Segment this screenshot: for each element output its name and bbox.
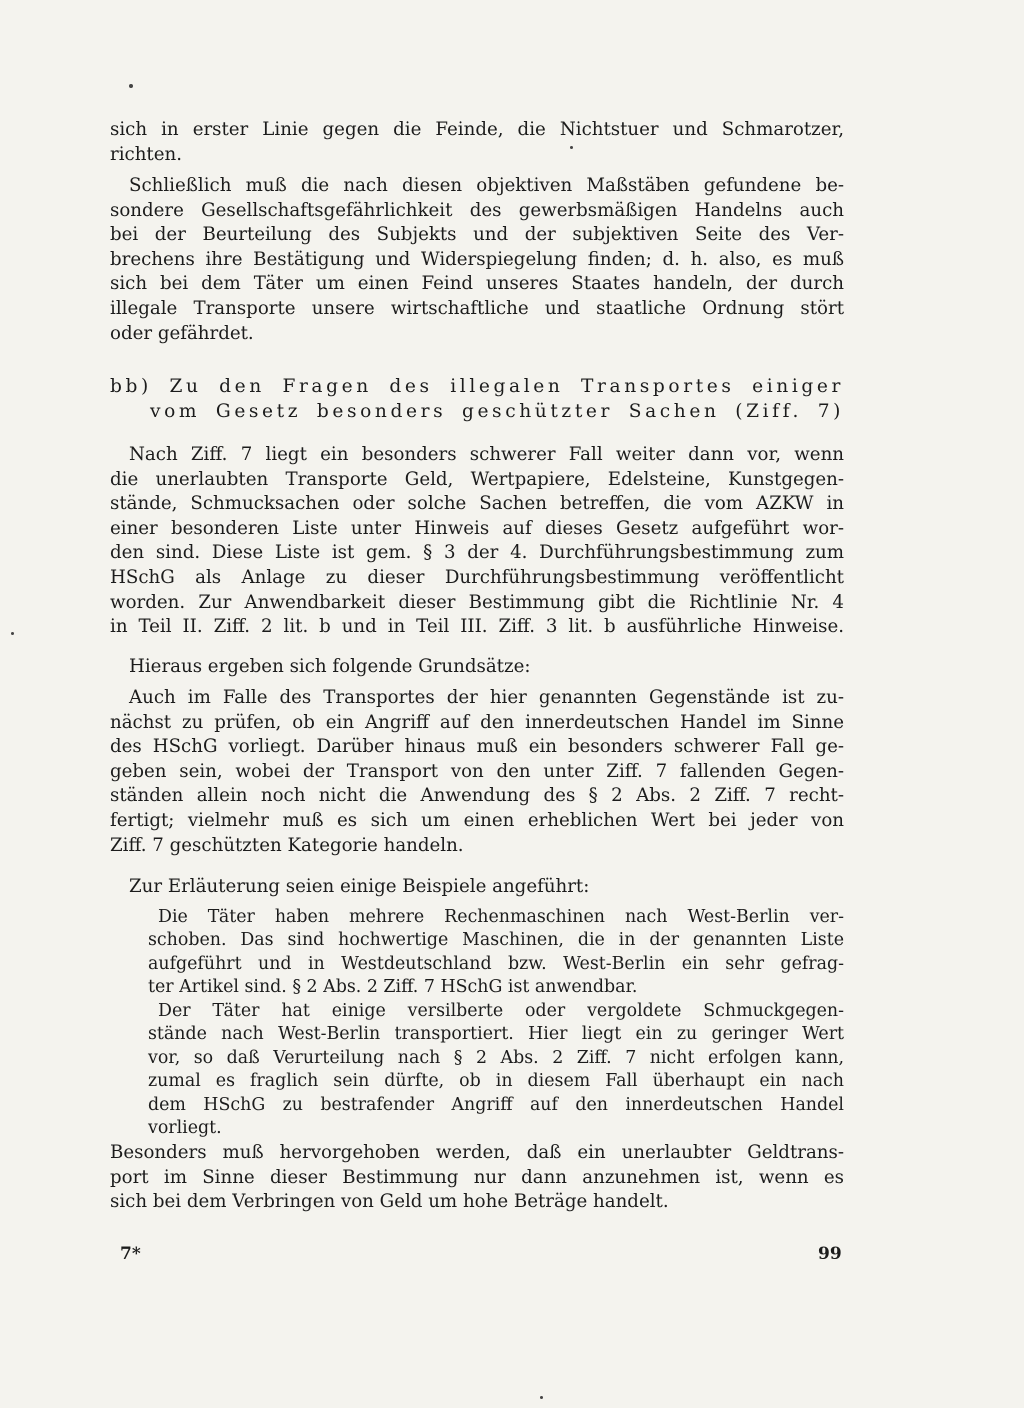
paragraph-schliesslich xyxy=(110,174,844,346)
text-line: aufgeführt und in Westdeutschland bzw. West-Berlin ein sehr gefrag- xyxy=(148,953,844,974)
text-line: des HSchG vorliegt. Darüber hinaus muß ein besonders schwerer Fall ge- xyxy=(110,736,844,758)
paragraph-grundsaetze-intro xyxy=(110,655,844,680)
section-heading-bb xyxy=(110,374,844,424)
text-line: HSchG als Anlage zu dieser Durchführungsbestimmung veröffentlicht xyxy=(110,566,844,588)
text-line: Besonders muß hervorgehoben werden, daß ein unerlaubter Geldtrans- xyxy=(110,1142,844,1163)
text-line: sich bei dem Täter um einen Feind unseres Staates handeln, der durch xyxy=(110,273,844,295)
heading-line: bb) Zu den Fragen des illegalen Transportes einiger xyxy=(110,376,844,397)
text-line: einer besonderen Liste unter Hinweis auf dieses Gesetz aufgeführt wor- xyxy=(110,517,844,539)
text-line: Die Täter haben mehrere Rechenmaschinen nach West-Berlin ver- xyxy=(158,907,844,927)
text-line: Der Täter hat einige versilberte oder vergoldete Schmuckgegen- xyxy=(158,1001,844,1021)
text-line: Ziff. 7 geschützten Kategorie handeln. xyxy=(110,834,464,856)
page-number: 99 xyxy=(818,1244,842,1264)
text-line: port im Sinne dieser Bestimmung nur dann anzunehmen ist, wenn es xyxy=(110,1166,844,1188)
paragraph-ziff-7 xyxy=(110,443,844,640)
text-line: stände, Schmucksachen oder solche Sachen betreffen, die vom AZKW in xyxy=(110,493,844,515)
paragraph-besonders xyxy=(110,1141,844,1215)
book-page xyxy=(110,0,844,1408)
text-line: in Teil II. Ziff. 2 lit. b und in Teil III. Ziff. 3 lit. b ausführliche Hinweise. xyxy=(110,616,844,638)
text-line: sondere Gesellschaftsgefährlichkeit des gewerbsmäßigen Handelns auch xyxy=(110,199,844,221)
text-line: illegale Transporte unsere wirtschaftliche und staatliche Ordnung stört xyxy=(110,297,844,319)
text-line: fertigt; vielmehr muß es sich um einen erheblichen Wert bei jeder von xyxy=(110,809,844,831)
text-line: richten. xyxy=(110,143,182,165)
scan-speck xyxy=(129,84,133,88)
heading-line: vom Gesetz besonders geschützter Sachen (Ziff. 7) xyxy=(150,401,844,422)
example-rechenmaschinen xyxy=(110,906,844,1000)
text-line: stände nach West-Berlin transportiert. Hier liegt ein zu geringer Wert xyxy=(148,1024,844,1045)
text-line: sich in erster Linie gegen die Feinde, die Nichtstuer und Schmarotzer, xyxy=(110,119,844,140)
text-line: sich bei dem Verbringen von Geld um hohe Beträge handelt. xyxy=(110,1191,669,1213)
paragraph-continuation xyxy=(110,118,844,167)
text-line: vorliegt. xyxy=(148,1118,222,1139)
text-line: dem HSchG zu bestrafender Angriff auf den innerdeutschen Handel xyxy=(148,1094,844,1115)
text-line: zumal es fraglich sein dürfte, ob in diesem Fall überhaupt ein nach xyxy=(148,1071,844,1092)
scan-speck xyxy=(570,146,573,149)
paragraph-beispiele-intro xyxy=(110,875,844,900)
text-line: geben sein, wobei der Transport von den unter Ziff. 7 fallenden Gegen- xyxy=(110,760,844,782)
text-line: Hieraus ergeben sich folgende Grundsätze: xyxy=(129,656,531,677)
text-line: die unerlaubten Transporte Geld, Wertpapiere, Edelsteine, Kunstgegen- xyxy=(110,468,844,490)
text-line: worden. Zur Anwendbarkeit dieser Bestimmung gibt die Richtlinie Nr. 4 xyxy=(110,591,844,613)
scan-speck xyxy=(540,1396,543,1399)
example-schmuckgegenstaende xyxy=(110,1000,844,1140)
text-line: den sind. Diese Liste ist gem. § 3 der 4. Durchführungsbestimmung zum xyxy=(110,542,844,564)
text-line: ter Artikel sind. § 2 Abs. 2 Ziff. 7 HSchG ist anwendbar. xyxy=(148,977,638,998)
text-line: Nach Ziff. 7 liegt ein besonders schwerer Fall weiter dann vor, wenn xyxy=(129,444,844,465)
text-line: bei der Beurteilung des Subjekts und der subjektiven Seite des Ver- xyxy=(110,224,844,246)
text-line: nächst zu prüfen, ob ein Angriff auf den innerdeutschen Handel im Sinne xyxy=(110,711,844,733)
text-line: Zur Erläuterung seien einige Beispiele angeführt: xyxy=(129,876,590,897)
text-line: brechens ihre Bestätigung und Widerspiegelung finden; d. h. also, es muß xyxy=(110,248,844,270)
scan-speck xyxy=(11,632,14,635)
signature-mark: 7* xyxy=(120,1244,141,1264)
text-line: Schließlich muß die nach diesen objektiven Maßstäben gefundene be- xyxy=(129,175,844,196)
text-line: oder gefährdet. xyxy=(110,322,254,344)
text-line: vor, so daß Verurteilung nach § 2 Abs. 2 Ziff. 7 nicht erfolgen kann, xyxy=(148,1047,844,1068)
text-line: schoben. Das sind hochwertige Maschinen, die in der genannten Liste xyxy=(148,930,844,951)
paragraph-auch-im-falle xyxy=(110,686,844,858)
text-line: ständen allein noch nicht die Anwendung des § 2 Abs. 2 Ziff. 7 recht- xyxy=(110,785,844,807)
text-line: Auch im Falle des Transportes der hier genannten Gegenstände ist zu- xyxy=(129,687,844,708)
